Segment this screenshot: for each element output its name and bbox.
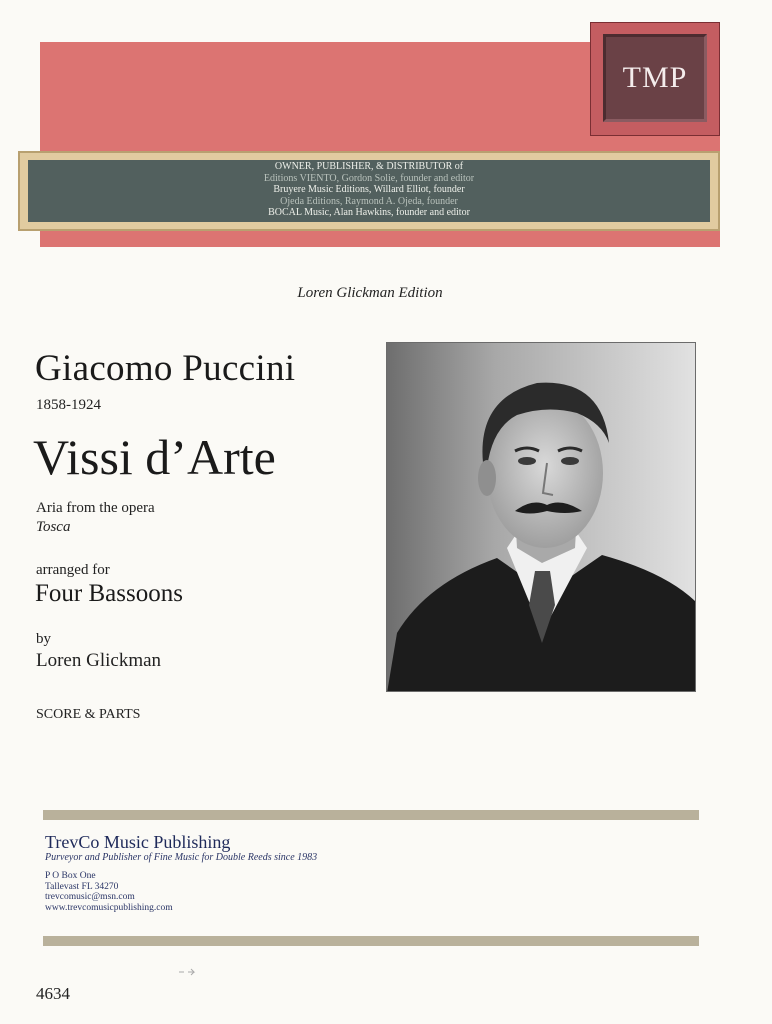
instrumentation: Four Bassoons <box>35 580 183 607</box>
portrait-photo <box>387 343 696 692</box>
publisher-name: TrevCo Music Publishing <box>45 832 231 852</box>
composer-name: Giacomo Puccini <box>35 348 296 389</box>
work-title: Vissi d’Arte <box>33 429 276 485</box>
email-link[interactable]: trevcomusic@msn.com <box>45 892 135 903</box>
banner-line: BOCAL Music, Alan Hawkins, founder and editor <box>268 207 470 219</box>
footer-rule-bottom <box>43 936 699 946</box>
tmp-logo: TMP <box>603 34 707 122</box>
small-arrow-icon <box>178 968 196 976</box>
banner-line: Ojeda Editions, Raymond A. Ojeda, founder <box>280 195 458 207</box>
banner-line: Editions VIENTO, Gordon Solie, founder and editor <box>263 172 475 184</box>
by-label: by <box>36 631 51 647</box>
footer-rule-top <box>43 810 699 820</box>
composer-dates: 1858-1924 <box>36 397 101 413</box>
publisher-banner <box>28 160 710 222</box>
arranged-for-label: arranged for <box>36 562 110 578</box>
website-link[interactable]: www.trevcomusicpublishing.com <box>45 902 173 913</box>
catalog-number: 4634 <box>36 984 70 1003</box>
publisher-address <box>45 871 173 913</box>
address-line: Tallevast FL 34270 <box>45 881 119 892</box>
address-line: P O Box One <box>45 871 96 881</box>
banner-line: OWNER, PUBLISHER, & DISTRIBUTOR of <box>274 161 464 172</box>
publisher-tagline: Purveyor and Publisher of Fine Music for Double Reeds since 1983 <box>45 852 318 863</box>
aria-description: Aria from the opera <box>36 500 155 516</box>
opera-name: Tosca <box>36 519 71 535</box>
banner-line: Bruyere Music Editions, Willard Elliot, founder <box>273 184 465 196</box>
composer-portrait <box>386 342 696 692</box>
arranger-name: Loren Glickman <box>36 650 162 671</box>
contents-label: SCORE & PARTS <box>36 707 141 722</box>
edition-label: Loren Glickman Edition <box>297 285 443 301</box>
